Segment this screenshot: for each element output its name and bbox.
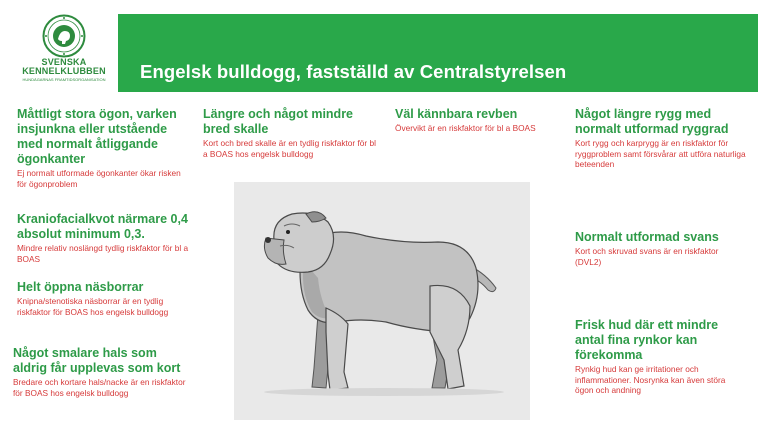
kennel-club-emblem-icon xyxy=(42,14,86,58)
trait-note: Bredare och kortare hals/nacke är en riskfaktor för BOAS hos engelsk bulldogg xyxy=(13,377,186,398)
trait-note: Mindre relativ noslängd tydlig riskfaktor för bl a BOAS xyxy=(17,243,189,264)
trait-note: Rynkig hud kan ge irritationer och inflammationer. Nosrynka kan även störa ögon och andning xyxy=(575,364,726,396)
title-banner xyxy=(118,14,758,92)
trait-heading: Frisk hud där ett mindre antal fina rynkor kan förekomma xyxy=(575,318,719,362)
logo-subtitle: HUNDÄGARNAS FRAMTIDSORGANISATION xyxy=(22,77,106,82)
trait-skull xyxy=(203,107,379,159)
trait-eyes xyxy=(17,107,189,189)
trait-heading: Måttligt stora ögon, varken insjunkna eller utstående med normalt åtliggande ögonkanter xyxy=(17,107,177,166)
trait-note: Övervikt är en riskfaktor för bl a BOAS xyxy=(395,123,536,133)
trait-heading: Normalt utformad svans xyxy=(575,230,719,244)
trait-note: Kort och skruvad svans är en riskfaktor (DVL2) xyxy=(575,246,719,267)
trait-note: Kort rygg och karprygg är en riskfaktor för ryggproblem samt försvårar att utföra naturliga beteenden xyxy=(575,138,746,170)
logo-line-1: SVENSKA xyxy=(41,57,87,67)
trait-tail xyxy=(575,230,745,267)
trait-heading: Längre och något mindre bred skalle xyxy=(203,107,354,136)
trait-note: Ej normalt utformade ögonkanter ökar risken för ögonproblem xyxy=(17,168,181,189)
bulldog-illustration xyxy=(234,182,530,420)
trait-back xyxy=(575,107,750,170)
trait-heading: Något smalare hals som aldrig får upplevas som kort xyxy=(13,346,181,375)
trait-craniofacial xyxy=(17,212,197,264)
bulldog-figure-icon xyxy=(234,182,530,420)
trait-ribs xyxy=(395,107,555,134)
trait-note: Kort och bred skalle är en tydlig riskfaktor för bl a BOAS hos engelsk bulldogg xyxy=(203,138,376,159)
trait-nostrils xyxy=(17,280,189,317)
trait-skin xyxy=(575,318,745,396)
trait-heading: Något längre rygg med normalt utformad ryggrad xyxy=(575,107,729,136)
logo-line-2: KENNELKLUBBEN xyxy=(22,66,106,76)
trait-neck xyxy=(13,346,193,398)
trait-heading: Helt öppna näsborrar xyxy=(17,280,144,294)
trait-heading: Väl kännbara revben xyxy=(395,107,518,121)
kennel-club-logo xyxy=(8,14,120,94)
trait-heading: Kraniofacialkvot närmare 0,4 absolut minimum 0,3. xyxy=(17,212,188,241)
trait-note: Knipna/stenotiska näsborrar är en tydlig riskfaktor för BOAS hos engelsk bulldogg xyxy=(17,296,169,317)
page-title: Engelsk bulldogg, fastställd av Centralstyrelsen xyxy=(140,61,567,82)
